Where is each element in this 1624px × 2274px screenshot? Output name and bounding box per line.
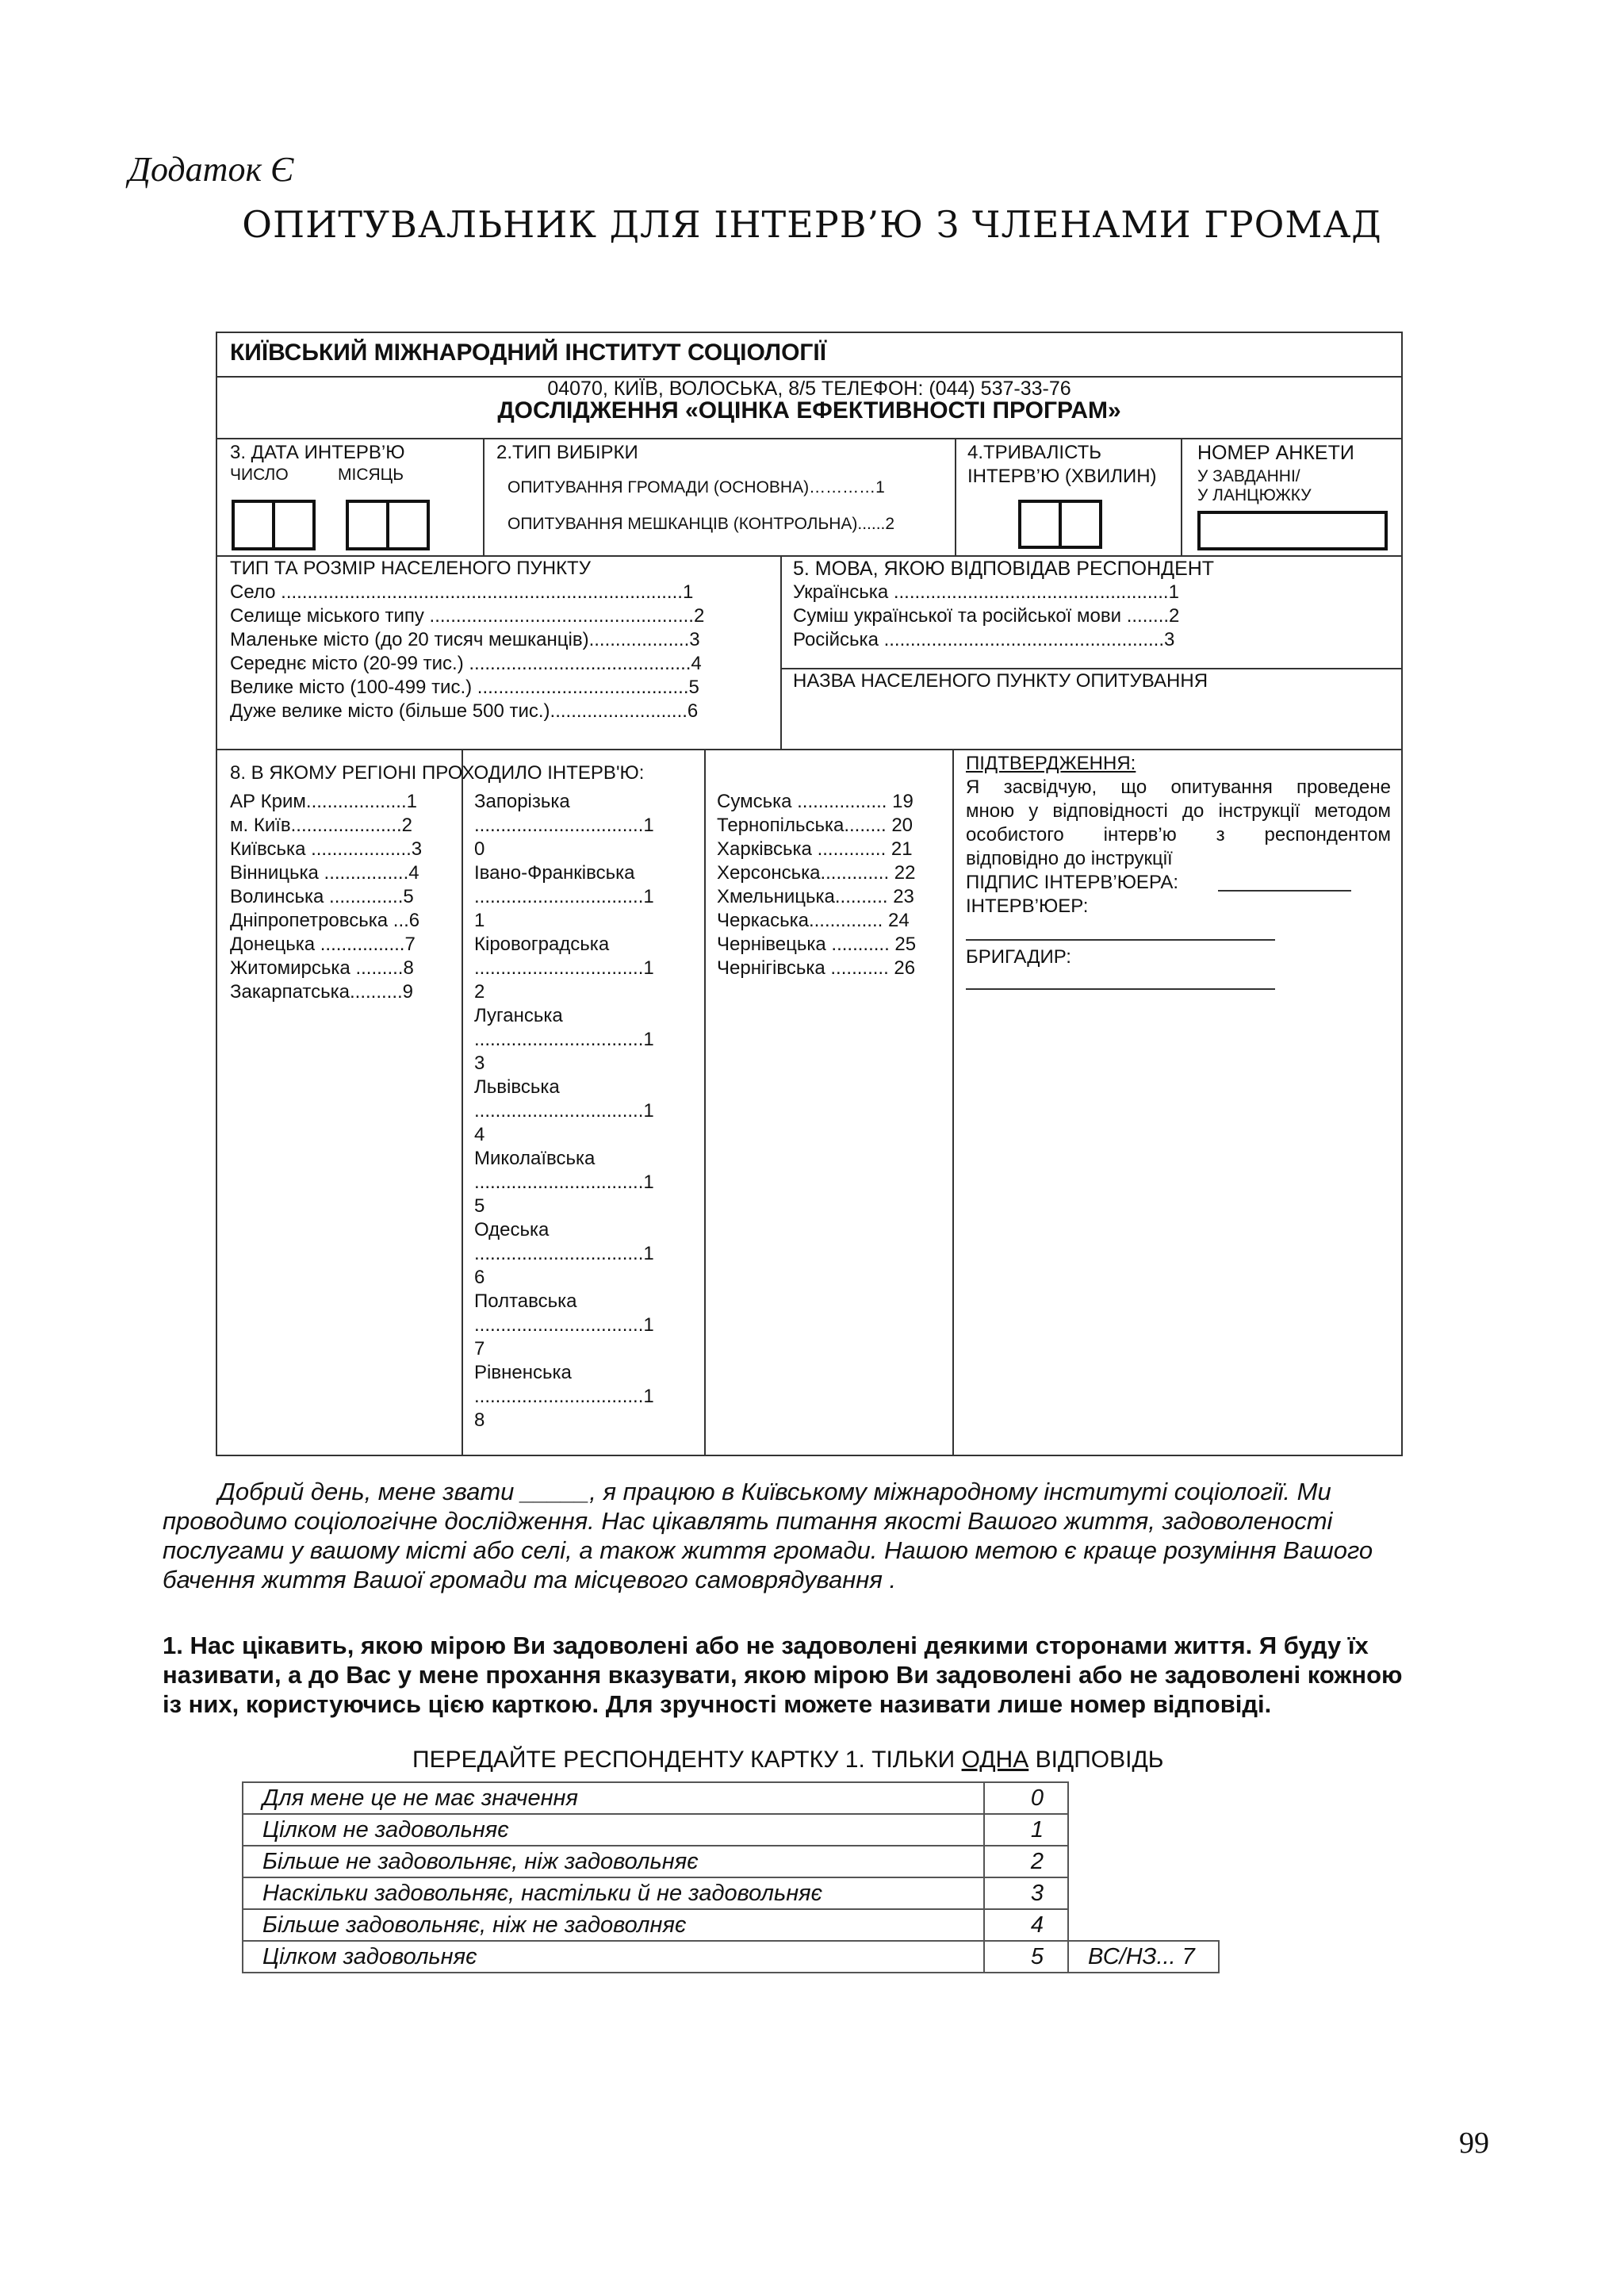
questionnaire-form — [216, 332, 1403, 1456]
month-label: МІСЯЦЬ — [338, 466, 404, 484]
region-option: 6 — [474, 1267, 485, 1288]
date-label: 3. ДАТА ИНТЕРВ’Ю — [230, 442, 405, 463]
confirmation-text-3: особистого інтерв’ю з респондентом — [966, 824, 1391, 846]
question-1 — [163, 1631, 1463, 1719]
scale-label: Більше не задовольняє, ніж задовольняє — [243, 1846, 984, 1877]
region-option: Миколаївська — [474, 1148, 596, 1169]
divider — [217, 438, 1401, 439]
settlement-option: Село ............................................................................1 — [230, 581, 694, 603]
date-day-box-1[interactable] — [232, 500, 275, 550]
signature-line[interactable] — [1218, 890, 1351, 892]
region-option: ................................1 — [474, 1172, 654, 1193]
region-option: 5 — [474, 1195, 485, 1217]
region-option: 7 — [474, 1338, 485, 1359]
region-option: Одеська — [474, 1219, 550, 1241]
sample-option-2: ОПИТУВАННЯ МЕШКАНЦІВ (КОНТРОЛЬНА)......2 — [508, 515, 895, 533]
empty-cell — [1068, 1909, 1219, 1941]
region-option: Чернігівська ........... 26 — [717, 957, 916, 979]
region-option: Харківська ............. 21 — [717, 838, 913, 860]
question-line: 1. Нас цікавить, якою мірою Ви задоволені або не задоволені деякими сторонами життя. Я буду їх — [163, 1632, 1369, 1659]
region-option: ................................1 — [474, 1100, 654, 1122]
region-option: Вінницька ................4 — [230, 862, 419, 884]
appendix-label: Додаток Є — [128, 150, 294, 189]
divider — [1181, 438, 1182, 555]
region-option: Кіровоградська — [474, 934, 610, 955]
card-instruction-pre: ПЕРЕДАЙТЕ РЕСПОНДЕНТУ КАРТКУ 1. ТІЛЬКИ — [412, 1747, 962, 1773]
document-title: ОПИТУВАЛЬНИК ДЛЯ ІНТЕРВ’Ю З ЧЛЕНАМИ ГРОМАД — [242, 203, 1382, 246]
region-option: ................................1 — [474, 815, 654, 836]
table-row — [243, 1782, 1219, 1814]
questionnaire-sub-1: У ЗАВДАННІ/ — [1197, 467, 1300, 485]
intro-line: послугами у вашому місті або селі, а також життя громади. Нашою метою є краще розуміння Вашого — [163, 1536, 1373, 1564]
settlement-option: Маленьке місто (до 20 тисяч мешканців)...................3 — [230, 629, 700, 650]
region-option: Херсонська............. 22 — [717, 862, 916, 884]
signature-label: ПІДПИС ІНТЕРВ’ЮЕРА: — [966, 872, 1179, 893]
region-option: Рівненська — [474, 1362, 572, 1383]
date-day-box-2[interactable] — [272, 500, 316, 550]
scale-label: Цілком не задовольняє — [243, 1814, 984, 1846]
region-option: ................................1 — [474, 886, 654, 907]
region-option: Івано-Франківська — [474, 862, 635, 884]
table-row — [243, 1877, 1219, 1909]
settlement-label: ТИП ТА РОЗМІР НАСЕЛЕНОГО ПУНКТУ — [230, 558, 591, 579]
region-column-2 — [474, 790, 654, 1432]
table-row — [243, 1909, 1219, 1941]
questionnaire-number-label: НОМЕР АНКЕТИ — [1197, 442, 1354, 464]
region-option: Дніпропетровська ...6 — [230, 910, 420, 931]
region-option: 8 — [474, 1409, 485, 1431]
empty-cell — [1068, 1846, 1219, 1877]
scale-code: 2 — [984, 1846, 1068, 1877]
region-option: 4 — [474, 1124, 485, 1145]
region-label: 8. В ЯКОМУ РЕГІОНІ ПРОХОДИЛО ІНТЕРВ'Ю: — [230, 762, 645, 784]
divider — [483, 438, 485, 555]
region-option: Сумська ................. 19 — [717, 791, 914, 812]
region-column-3 — [717, 790, 916, 980]
duration-box-1[interactable] — [1018, 500, 1062, 549]
empty-cell — [1068, 1814, 1219, 1846]
table-row — [243, 1814, 1219, 1846]
region-option: 3 — [474, 1053, 485, 1074]
region-option: ................................1 — [474, 1029, 654, 1050]
confirmation-text-4: відповідно до інструкції — [966, 848, 1173, 869]
region-option: Донецька ................7 — [230, 934, 416, 955]
region-option: Чернівецька ........... 25 — [717, 934, 917, 955]
region-option: Львівська — [474, 1076, 560, 1098]
scale-code: 4 — [984, 1909, 1068, 1941]
region-option: Житомирська .........8 — [230, 957, 414, 979]
region-option: Волинська ..............5 — [230, 886, 414, 907]
response-scale-table — [242, 1781, 1220, 1973]
institute-name: КИЇВСЬКИЙ МІЖНАРОДНИЙ ІНСТИТУТ СОЦІОЛОГІЇ — [230, 339, 827, 366]
settlement-option: Дуже велике місто (більше 500 тис.)..........................6 — [230, 700, 699, 722]
dont-know-cell: ВС/НЗ... 7 — [1068, 1941, 1219, 1973]
scale-label: Цілком задовольняє — [243, 1941, 984, 1973]
region-option: Київська ...................3 — [230, 838, 423, 860]
empty-cell — [1068, 1877, 1219, 1909]
questionnaire-sub-2: У ЛАНЦЮЖКУ — [1197, 486, 1312, 504]
interview-intro — [163, 1477, 1415, 1594]
divider — [704, 749, 706, 1455]
language-option: Українська ....................................................1 — [793, 581, 1179, 603]
region-option: Запорізька — [474, 791, 570, 812]
day-label: ЧИСЛО — [230, 466, 289, 484]
intro-line: Добрий день, мене звати _____, я працюю в Київському міжнародному інституті соціології. Ми — [218, 1478, 1331, 1505]
region-option: ................................1 — [474, 957, 654, 979]
sample-type-label: 2.ТИП ВИБІРКИ — [496, 442, 638, 463]
region-option: 2 — [474, 981, 485, 1003]
region-option: ................................1 — [474, 1314, 654, 1336]
sample-option-1: ОПИТУВАННЯ ГРОМАДИ (ОСНОВНА)…………1 — [508, 478, 885, 497]
question-line: із них, користуючись цією карткою. Для зручності можете називати лише номер відповіді. — [163, 1690, 1272, 1718]
language-label: 5. МОВА, ЯКОЮ ВІДПОВІДАВ РЕСПОНДЕНТ — [793, 558, 1215, 580]
region-option: Луганська — [474, 1005, 563, 1026]
table-row — [243, 1846, 1219, 1877]
scale-code: 1 — [984, 1814, 1068, 1846]
duration-label: 4.ТРИВАЛІСТЬ — [967, 442, 1102, 463]
divider — [955, 438, 956, 555]
card-instruction-post: ВІДПОВІДЬ — [1028, 1747, 1164, 1773]
settlement-option: Середнє місто (20-99 тис.) ..........................................4 — [230, 653, 702, 674]
study-title: ДОСЛІДЖЕННЯ «ОЦІНКА ЕФЕКТИВНОСТІ ПРОГРАМ» — [497, 397, 1121, 424]
empty-cell — [1068, 1782, 1219, 1814]
confirmation-text-1: Я засвідчую, що опитування проведене — [966, 777, 1391, 798]
question-line: називати, а до Вас у мене прохання вказувати, якою мірою Ви задоволені або не задоволені кожною — [163, 1661, 1403, 1689]
duration-label-2: ІНТЕРВ’Ю (ХВИЛИН) — [967, 466, 1157, 487]
date-month-box-1[interactable] — [346, 500, 389, 550]
settlement-options — [230, 581, 704, 723]
divider — [462, 749, 463, 1455]
scale-label: Наскільки задовольняє, настільки й не задовольняє — [243, 1877, 984, 1909]
region-column-1 — [230, 790, 422, 1004]
region-option: Полтавська — [474, 1290, 577, 1312]
intro-line: бачення життя Вашої громади та місцевого самоврядування . — [163, 1566, 897, 1593]
language-option: Суміш української та російської мови ........2 — [793, 605, 1180, 627]
region-option: ................................1 — [474, 1386, 654, 1407]
institute-address: 04070, КИЇВ, ВОЛОСЬКА, 8/5 ТЕЛЕФОН: (044) 537-33-76 — [547, 378, 1071, 400]
divider — [217, 749, 1401, 750]
card-instruction — [412, 1747, 1163, 1774]
language-option: Російська .....................................................3 — [793, 629, 1175, 650]
scale-code: 0 — [984, 1782, 1068, 1814]
scale-code: 5 — [984, 1941, 1068, 1973]
region-option: Хмельницька.......... 23 — [717, 886, 914, 907]
interviewer-label: ІНТЕРВ’ЮЕР: — [966, 895, 1089, 917]
card-instruction-underlined: ОДНА — [961, 1747, 1029, 1773]
date-month-box-2[interactable] — [386, 500, 430, 550]
duration-box-2[interactable] — [1059, 500, 1102, 549]
brigadier-line[interactable] — [966, 988, 1275, 990]
region-option: Черкаська.............. 24 — [717, 910, 910, 931]
scale-label: Для мене це не має значення — [243, 1782, 984, 1814]
confirmation-text-2: мною у відповідності до інструкції методом — [966, 800, 1391, 822]
place-name-label: НАЗВА НАСЕЛЕНОГО ПУНКТУ ОПИТУВАННЯ — [793, 670, 1208, 692]
region-option: 1 — [474, 910, 485, 931]
region-option: м. Київ.....................2 — [230, 815, 413, 836]
settlement-option: Велике місто (100-499 тис.) ........................................5 — [230, 677, 699, 698]
language-options — [793, 581, 1179, 652]
confirmation-label: ПІДТВЕРДЖЕННЯ: — [966, 753, 1136, 774]
divider — [952, 749, 954, 1455]
intro-line: проводимо соціологічне дослідження. Нас цікавлять питання якості Вашого життя, задоволеності — [163, 1507, 1333, 1535]
region-option: ................................1 — [474, 1243, 654, 1264]
settlement-option: Селище міського типу ..................................................2 — [230, 605, 705, 627]
region-option: АР Крим...................1 — [230, 791, 417, 812]
divider — [780, 555, 782, 749]
region-option: Закарпатська..........9 — [230, 981, 414, 1003]
questionnaire-number-box[interactable] — [1197, 511, 1388, 550]
region-option: 0 — [474, 838, 485, 860]
table-row — [243, 1941, 1219, 1973]
brigadier-label: БРИГАДИР: — [966, 946, 1071, 968]
interviewer-line[interactable] — [966, 939, 1275, 941]
region-option: Тернопільська........ 20 — [717, 815, 914, 836]
scale-label: Більше задовольняє, ніж не задоволняє — [243, 1909, 984, 1941]
page-number: 99 — [1459, 2126, 1489, 2160]
scale-code: 3 — [984, 1877, 1068, 1909]
